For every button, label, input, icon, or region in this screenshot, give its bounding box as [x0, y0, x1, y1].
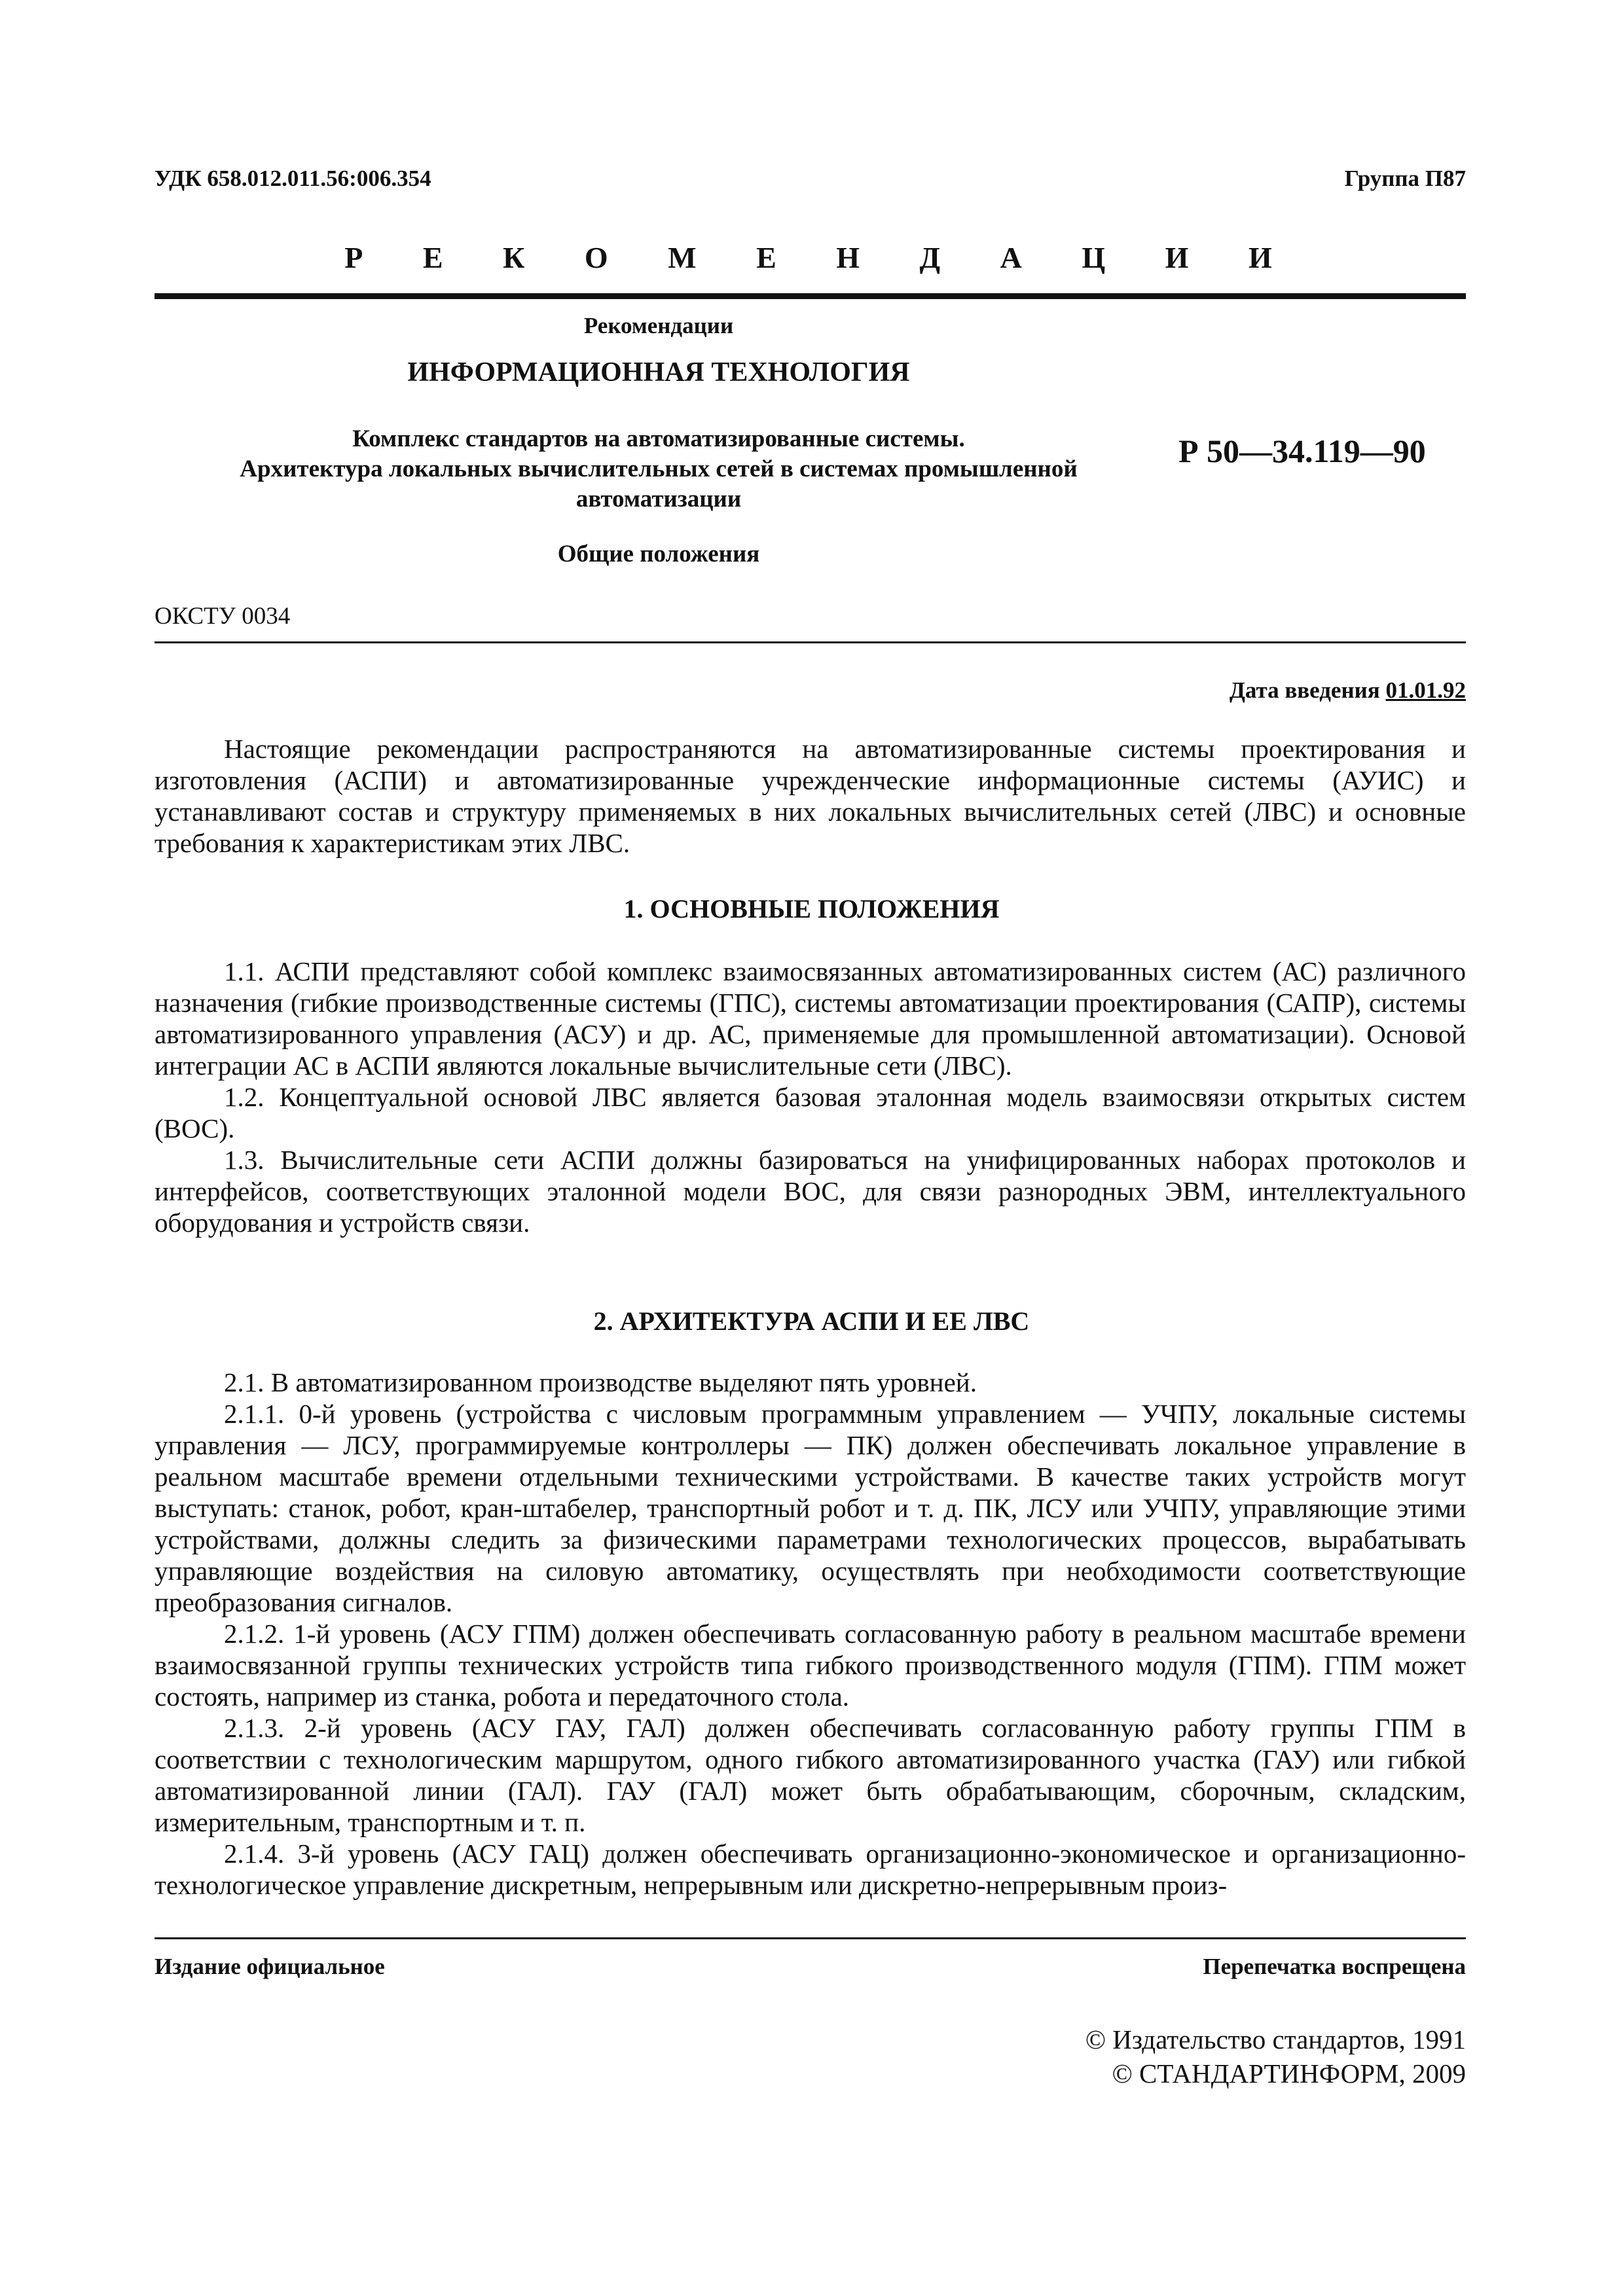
recommendations-label: Рекомендации	[583, 313, 734, 338]
section-1-text	[155, 956, 1466, 1238]
section-1-title: 1. ОСНОВНЫЕ ПОЛОЖЕНИЯ	[623, 894, 1000, 924]
paragraph-1-3: 1.3. Вычислительные сети АСПИ должны базироваться на унифицированных наборах протоколов и интерфейсов, соответствующих эталонной модели ВОС, для связи разнородных ЭВМ, интеллектуального оборудования и устройств связи.	[155, 1145, 1466, 1238]
paragraph-2-1-4: 2.1.4. 3-й уровень (АСУ ГАЦ) должен обеспечивать организационно-экономическое и организационно-технологическое управление дискретным, непрерывным или дискретно-непрерывным произ-	[155, 1839, 1466, 1900]
complex-title-line-1: Комплекс стандартов на автоматизированные системы.	[352, 425, 965, 452]
paragraph-2-1-3: 2.1.3. 2-й уровень (АСУ ГАУ, ГАЛ) должен обеспечивать согласованную работу группы ГПМ в соответствии с технологическим маршрутом, одного гибкого автоматизированного участка (ГАУ) или гибкой автоматизированной линии (ГАЛ). ГАУ (ГАЛ) может быть обрабатывающим, сборочным, складским, измерительным, транспортным и т. п.	[155, 1713, 1466, 1837]
paragraph-1-2: 1.2. Концептуальной основой ЛВС является базовая эталонная модель взаимосвязи открытых систем (ВОС).	[155, 1082, 1466, 1143]
header-rule	[155, 293, 1466, 299]
reprint-notice: Перепечатка воспрещена	[1203, 1954, 1466, 1979]
document-type-heading: Р Е К О М Е Н Д А Ц И И	[344, 241, 1298, 274]
paragraph-1-1: 1.1. АСПИ представляют собой комплекс взаимосвязанных автоматизированных систем (АС) различного назначения (гибкие производственные системы (ГПС), системы автоматизации проектирования (САПР), системы автоматизированного управления (АСУ) и др. АС, применяемые для промышленной автоматизации). Основой интеграции АС в АСПИ являются локальные вычислительные сети (ЛВС).	[155, 956, 1466, 1081]
official-edition: Издание официальное	[155, 1954, 385, 1979]
complex-title-line-2: Архитектура локальных вычислительных сетей в системах промышленной	[240, 456, 1078, 482]
udk-code: УДК 658.012.011.56:006.354	[155, 166, 431, 191]
footer-rule	[155, 1937, 1466, 1939]
complex-title	[155, 424, 1163, 514]
copyright-line-1: © Издательство стандартов, 1991	[1085, 2024, 1466, 2054]
intro-text	[155, 733, 1466, 859]
paragraph-2-1-2: 2.1.2. 1-й уровень (АСУ ГПМ) должен обеспечивать согласованную работу в реальном масштабе времени взаимосвязанной группы технических устройств типа гибкого производственного модуля (ГПМ). ГПМ может состоять, например из станка, робота и передаточного стола.	[155, 1619, 1466, 1712]
intro-date-value: 01.01.92	[1385, 677, 1466, 703]
paragraph-2-1-1: 2.1.1. 0-й уровень (устройства с числовым программным управлением — УЧПУ, локальные системы управления — ЛСУ, программируемые контроллеры — ПК) должен обеспечивать локальное управление в реальном масштабе времени отдельными техническими устройствами. В качестве таких устройств могут выступать: станок, робот, кран-штабелер, транспортный робот и т. д. ПК, ЛСУ или УЧПУ, управляющие этими устройствами, должны следить за физическими параметрами технологических процессов, вырабатывать управляющие воздействия на силовую автоматику, осуществлять при необходимости соответствующие преобразования сигналов.	[155, 1399, 1466, 1617]
intro-paragraph: Настоящие рекомендации распространяются на автоматизированные системы проектирования и изготовления (АСПИ) и автоматизированные учрежденческие информационные системы (АУИС) и устанавливают состав и структуру применяемых в них локальных вычислительных сетей (ЛВС) и основные требования к характеристикам этих ЛВС.	[155, 734, 1466, 858]
copyright-block	[1085, 2022, 1466, 2090]
intro-date	[1230, 677, 1466, 704]
paragraph-2-1: 2.1. В автоматизированном производстве выделяют пять уровней.	[224, 1367, 977, 1397]
section-2-title: 2. АРХИТЕКТУРА АСПИ И ЕЕ ЛВС	[593, 1306, 1030, 1336]
okstu-code: ОКСТУ 0034	[155, 603, 291, 630]
intro-date-label: Дата введения	[1229, 677, 1380, 703]
document-number: Р 50—34.119—90	[1178, 433, 1426, 469]
group-code: Группа П87	[1344, 166, 1466, 191]
section-2-text	[155, 1367, 1466, 1901]
main-title: ИНФОРМАЦИОННАЯ ТЕХНОЛОГИЯ	[407, 357, 910, 387]
copyright-line-2: © СТАНДАРТИНФОРМ, 2009	[1112, 2058, 1466, 2089]
subtitle: Общие положения	[557, 541, 760, 567]
complex-title-line-3: автоматизации	[575, 486, 742, 512]
okstu-rule	[155, 641, 1466, 643]
